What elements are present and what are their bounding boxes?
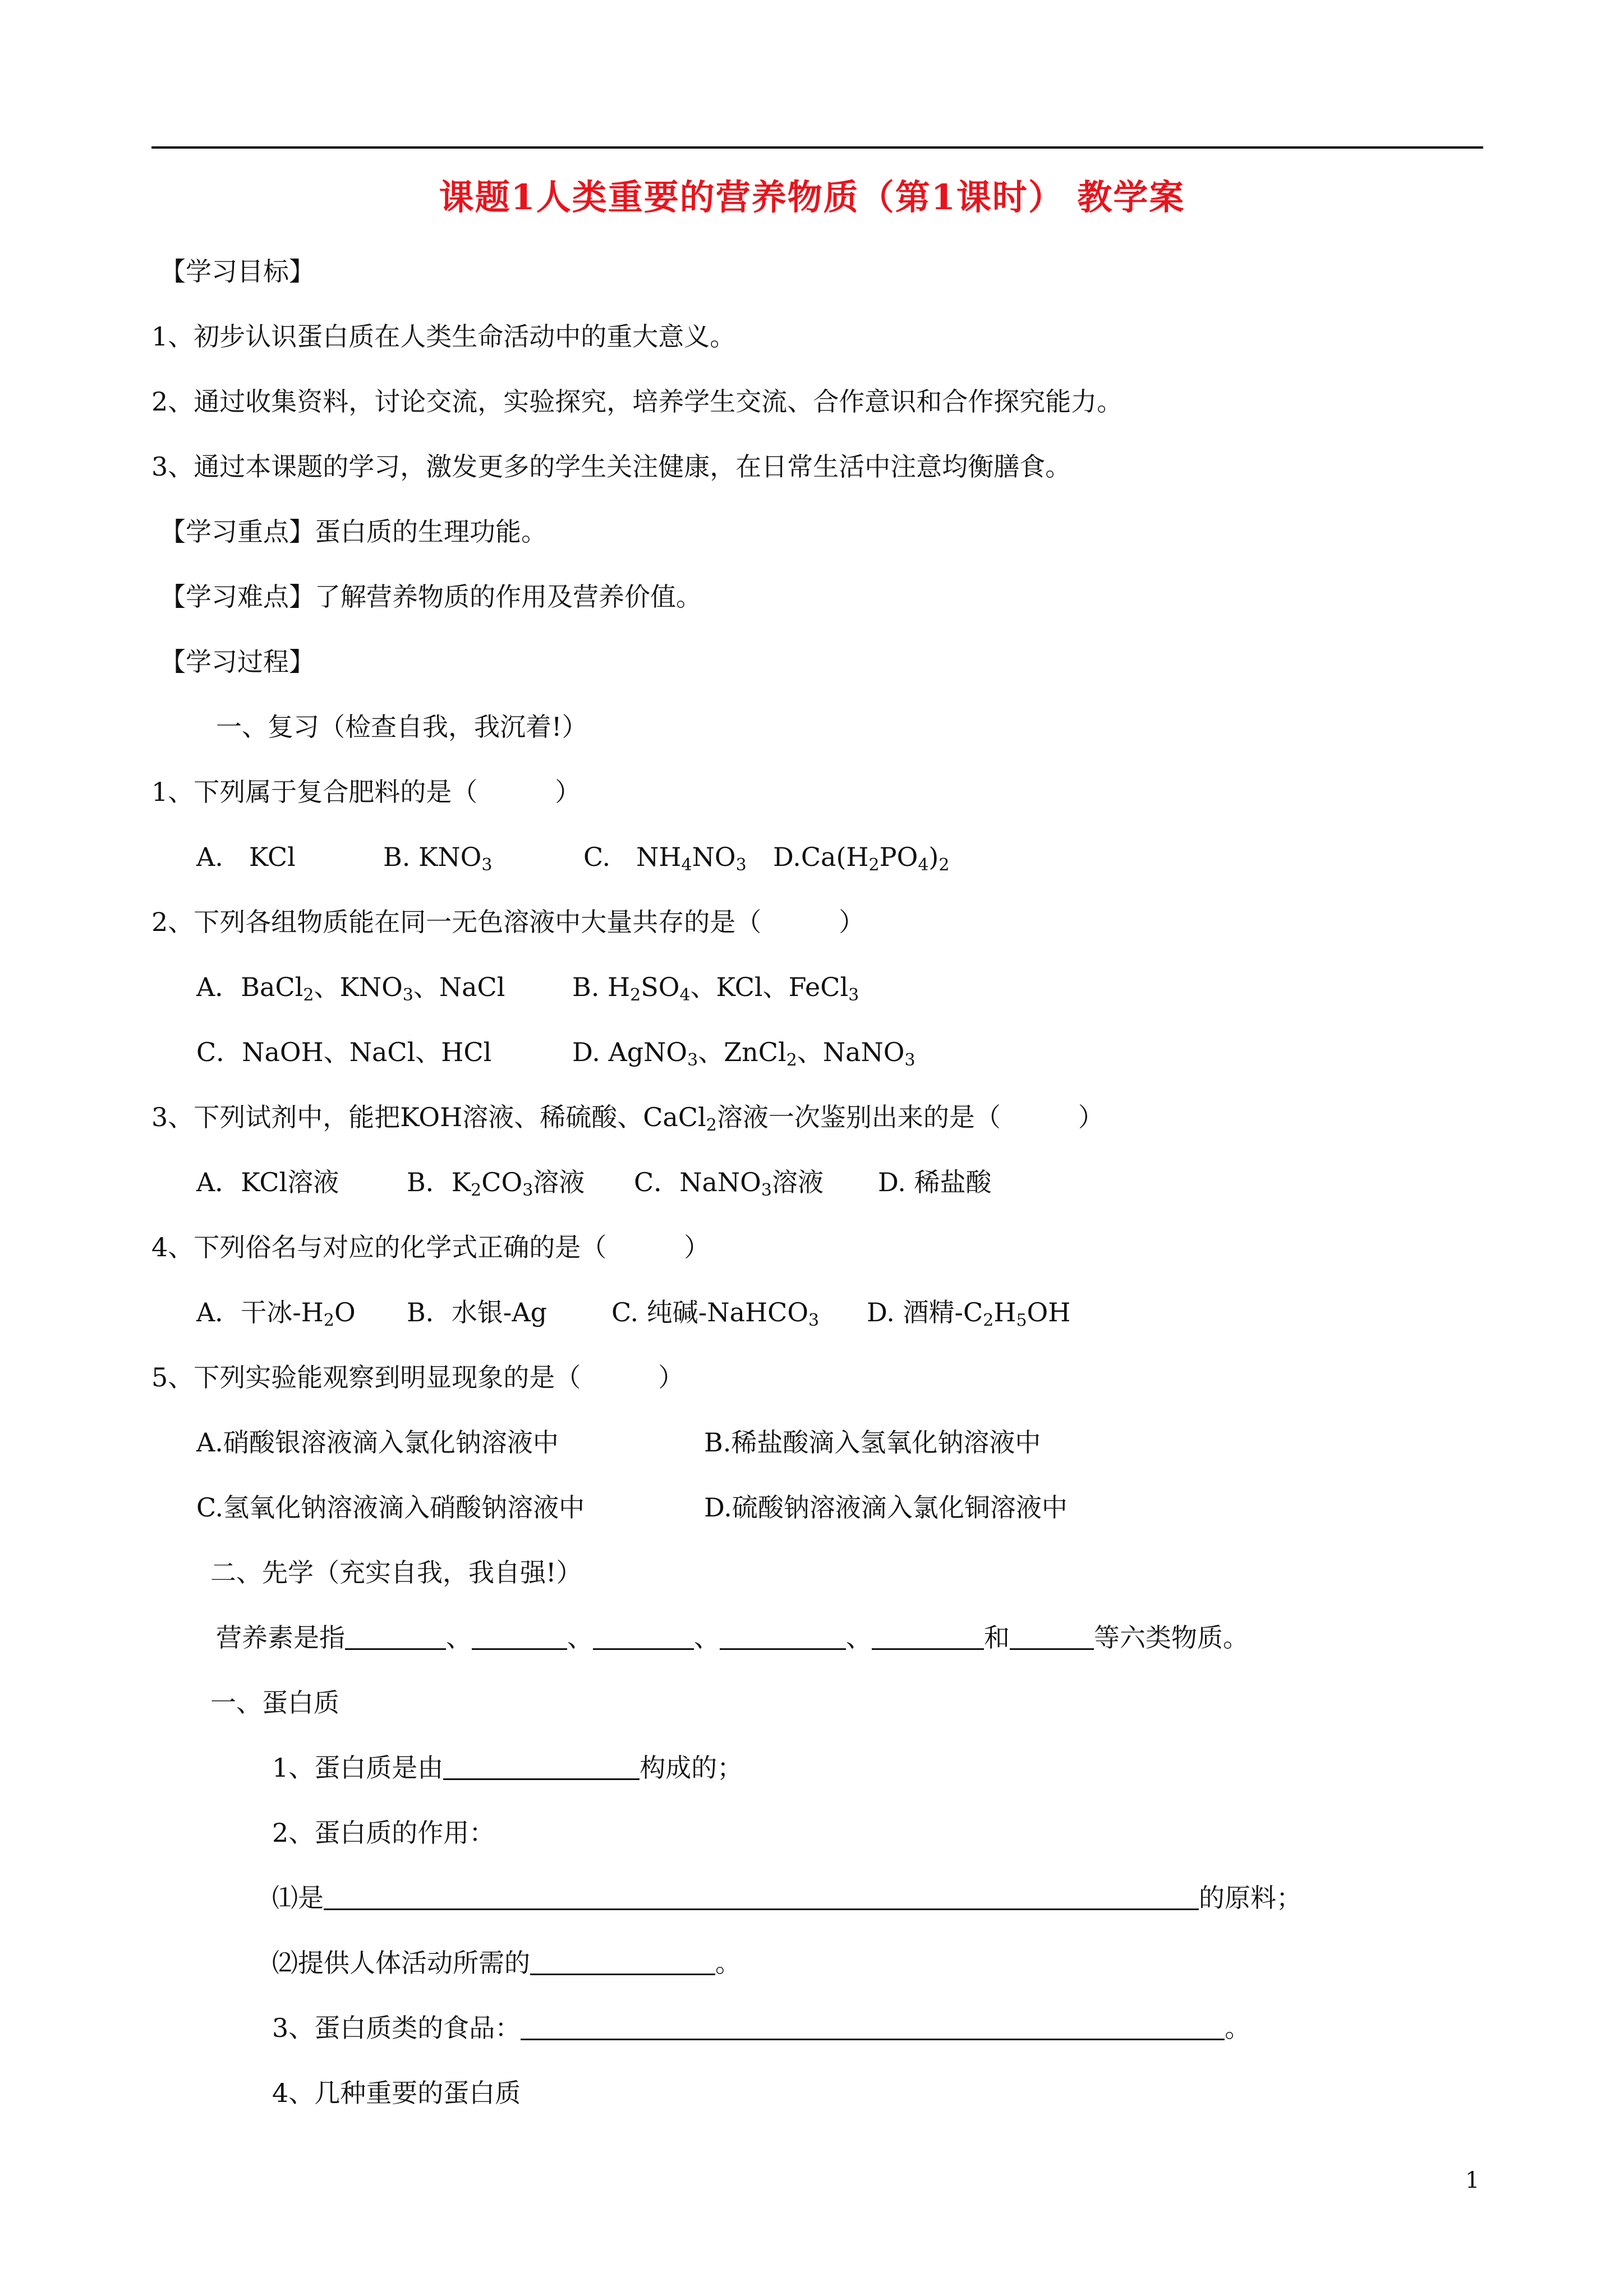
protein-composition-blank[interactable]: [443, 1753, 640, 1780]
protein-function-2-blank[interactable]: [530, 1948, 715, 1975]
key-point-text: 蛋白质的生理功能。: [315, 517, 547, 547]
objective-item-1: 1、初步认识蛋白质在人类生命活动中的重大意义。: [151, 321, 736, 352]
question-2-option-a: A．BaCl$_2$、$KNO_3$、NaCl: [196, 972, 505, 1005]
key-point-label: 【学习重点】: [160, 517, 315, 547]
question-1-option-b: B. $KNO_3$: [383, 842, 493, 875]
question-5-option-a: A.硝酸银溶液滴入氯化钠溶液中: [196, 1427, 559, 1458]
preview-heading: 二、先学（充实自我，我自强!）: [210, 1557, 582, 1588]
page-number: 1: [1465, 2168, 1480, 2193]
question-1-option-d: $D.Ca(H_2PO_4)_2$: [773, 842, 950, 875]
key-point: [160, 514, 547, 550]
nutrient-blank-3[interactable]: [593, 1622, 694, 1650]
difficulty-text: 了解营养物质的作用及营养价值。: [315, 582, 702, 612]
protein-foods: 3、蛋白质类的食品： 。: [272, 2013, 1251, 2043]
question-4-stem: 4、下列俗名与对应的化学式正确的是（ ）: [151, 1232, 710, 1262]
question-5-option-d: D.硫酸钠溶液滴入氯化铜溶液中: [704, 1492, 1068, 1523]
protein-function-1-blank[interactable]: [324, 1883, 1199, 1910]
question-2-option-b: B. $H_2SO_4$、KCl、FeCl$_3$: [572, 972, 859, 1005]
review-heading: 一、复习（检查自我，我沉着!）: [216, 712, 588, 742]
protein-composition: 1、蛋白质是由 构成的；: [272, 1753, 743, 1783]
protein-function-heading: 2、蛋白质的作用：: [272, 1818, 495, 1848]
objectives-heading: 【学习目标】: [160, 256, 315, 287]
question-1-option-a: A. KCl: [196, 842, 296, 872]
question-2-option-c: C．NaOH、NaCl、HCl: [196, 1037, 492, 1067]
question-3-option-a: A．KCl溶液: [196, 1167, 339, 1197]
question-3-option-d: D. 稀盐酸: [878, 1167, 992, 1197]
question-1-option-c: C. $NH_4NO_3$: [583, 842, 747, 875]
objective-item-3: 3、通过本课题的学习，激发更多的学生关注健康，在日常生活中注意均衡膳食。: [151, 451, 1071, 482]
protein-heading: 一、蛋白质: [210, 1688, 339, 1718]
question-3-stem: 3、下列试剂中，能把KOH溶液、稀硫酸、CaCl$_2$溶液一次鉴别出来的是（ ）: [151, 1102, 1104, 1135]
question-4-option-d: D. 酒精$-C_2H_5OH$: [867, 1297, 1071, 1330]
question-4-option-c: C. 纯碱-NaHCO$_3$: [611, 1297, 820, 1330]
nutrient-blank-6[interactable]: [1010, 1622, 1094, 1650]
nutrients-fill-in: 营养素是指 、 、 、 、 和 等六类物质。: [216, 1622, 1249, 1653]
question-4-option-b: B．水银-Ag: [407, 1297, 548, 1327]
question-1-stem: 1、下列属于复合肥料的是（ ）: [151, 777, 581, 807]
nutrient-blank-5[interactable]: [872, 1622, 984, 1650]
question-2-stem: 2、下列各组物质能在同一无色溶液中大量共存的是（ ）: [151, 907, 865, 937]
protein-function-1: ⑴是 的原料；: [272, 1883, 1302, 1913]
nutrient-blank-2[interactable]: [472, 1622, 567, 1650]
difficulty-label: 【学习难点】: [160, 582, 315, 612]
question-5-option-b: B.稀盐酸滴入氢氧化钠溶液中: [704, 1427, 1041, 1458]
nutrient-blank-1[interactable]: [345, 1622, 446, 1650]
question-2-option-d: D. AgNO$_3$、ZnCl$_2$、NaNO$_3$: [572, 1037, 915, 1070]
protein-function-2: ⑵提供人体活动所需的 。: [272, 1948, 741, 1978]
nutrient-blank-4[interactable]: [720, 1622, 846, 1650]
question-5-stem: 5、下列实验能观察到明显现象的是（ ）: [151, 1362, 684, 1393]
process-heading: 【学习过程】: [160, 647, 315, 677]
document-title: 课题1人类重要的营养物质（第1课时） 教学案: [439, 177, 1185, 218]
important-proteins-heading: 4、几种重要的蛋白质: [272, 2078, 521, 2108]
question-3-option-b: B．$K_2CO_3$溶液: [407, 1167, 585, 1200]
question-4-option-a: A．干冰$-H_2O$: [196, 1297, 356, 1330]
difficulty: [160, 579, 702, 615]
objective-item-2: 2、通过收集资料，讨论交流，实验探究，培养学生交流、合作意识和合作探究能力。: [151, 386, 1123, 417]
question-3-option-c: C．NaNO$_3$溶液: [634, 1167, 823, 1200]
protein-foods-blank[interactable]: [521, 2013, 1225, 2040]
question-5-option-c: C.氢氧化钠溶液滴入硝酸钠溶液中: [196, 1492, 585, 1523]
header-rule: [151, 146, 1483, 149]
